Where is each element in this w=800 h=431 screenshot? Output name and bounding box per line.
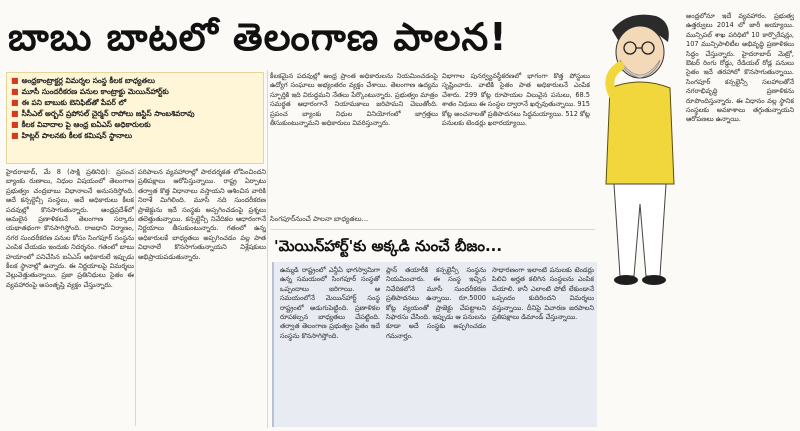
bullet-icon: ■: [11, 109, 19, 118]
column-divider: [135, 168, 136, 426]
highlight-item: ■ సీసీఎల్ అర్బన్ ప్రపోసల్ చైర్మన్ రాపోలు జస్టిస్ సాంబశివరావు: [11, 109, 195, 118]
highlights-box: [6, 72, 264, 164]
highlight-item: ■ కీలక వివాదాల పై ఆంధ్ర ఐఏఎస్ అధికారులకు: [11, 120, 151, 129]
sidebar-column-2: ప్లాన్ తయారీకి కన్సల్టెన్సీ సంస్థను నియమించారు. ఈ సంస్థ ఇచ్చిన నివేదికలోనే మూసీ సుందరీకరణ ప్రతిపాదనలు ఉన్నాయి. రూ.5000 కోట్ల వ్యయంతో ప్రాజెక్టు చేపట్టాలని సిఫారసు చేసింది. ఇప్పుడు ఆ పనులను కూడా అదే సంస్థకు అప్పగించడం గమనార్హం.: [386, 266, 486, 340]
bullet-icon: ■: [11, 87, 19, 96]
bullet-icon: ■: [11, 76, 19, 85]
politician-caricature: [598, 8, 682, 300]
article-column-1: హైదరాబాద్, మే 8 (సాక్షి ప్రతినిధి): ప్రపంచ బ్యాంకు రుణాలు, నిధుల విషయంలో తెలంగాణ ప్రభుత్వం చంద్రబాబు విధానాలనే అనుసరిస్తోంది. అదే కన్సల్టెన్సీ సంస్థలు, అదే అధికారులు కీలక పదవుల్లో కొనసాగుతున్నారు. ఆంధ్రప్రదేశ్‌లో అమలైన ప్రణాళికలనే తెలంగాణ సర్కారు యథాతథంగా కొనసాగిస్తోంది. రాజధాని నిర్మాణం, నగర సుందరీకరణ పనుల కోసం సింగపూర్ సంస్థను ఎంపిక చేయడం ఇందుకు నిదర్శనం. గతంలో బాబు హయాంలో పనిచేసిన ఐఏఎస్ అధికారులే ఇప్పుడు కీలక స్థానాల్లో ఉన్నారు. ఈ నిర్ణయాలపై విమర్శలు వెల్లువెత్తుతున్నాయి. ప్రజా ప్రతినిధులు సైతం ఈ వ్యవహారంపై అసంతృప్తి వ్యక్తం చేస్తున్నారు.: [6, 168, 134, 289]
highlight-item: ■ అంధ్రకాంట్రాక్టర్ల విమర్శల సంస్థ కీలక బాధ్యతలు: [11, 76, 155, 85]
bullet-icon: ■: [11, 120, 19, 129]
subheadline: 'మెయిన్‌హార్ట్'కు అక్కడి నుంచే బీజం...: [274, 237, 503, 255]
photo-caption: సింగపూర్‌నుంచే పాలనా బాధ్యతలు...: [270, 215, 369, 223]
sidebar-column-3: సాధారణంగా ఇలాంటి పనులకు టెండర్లు పిలిచి అర్హత కలిగిన సంస్థలను ఎంపిక చేయాలి. కానీ ఎలాంటి పోటీ లేకుండానే ఒప్పందం కుదిరిందని విమర్శలు వస్తున్నాయి. దీనిపై విచారణ జరపాలని ప్రతిపక్షాలు డిమాండ్ చేస్తున్నాయి.: [492, 266, 594, 322]
highlight-item: ■ మూసీ సుందరీకరణ పనుల కాంట్రాక్టు మెయిన్‌హార్ట్‌కు: [11, 87, 169, 96]
sidebar-box: [272, 262, 597, 427]
bullet-icon: ■: [11, 98, 19, 107]
highlight-item: ■ ఈ పని బాబుకు బెనిఫిట్‌తో పేపర్ లో: [11, 98, 127, 107]
article-column-5: అంధ్రలోనూ ఇదే వ్యవహారం. ప్రభుత్వ ఉత్తర్వులు 2014 లో జారీ అయ్యాయి. మున్సిపల్ శాఖ పరిధిలో 10 కార్పొరేషన్లు, 107 మున్సిపాలిటీల అభివృద్ధి ప్రణాళికలు సిద్ధం చేస్తున్నారు. హైదరాబాద్ మెట్రో, ఔటర్ రింగు రోడ్డు, రేడియల్ రోడ్ల పనులు సైతం ఇదే తరహాలో కొనసాగుతున్నాయి. సింగపూర్ కన్సల్టెన్సీ సలహాలతోనే నగరాభివృద్ధి ప్రణాళికను రూపొందిస్తున్నారు. ఈ విధానం వల్ల స్థానిక సంస్థలకు అవకాశాలు తగ్గుతున్నాయని ఆరోపణలు ఉన్నాయి.: [686, 12, 794, 124]
sidebar-column-1: ఉమ్మడి రాష్ట్రంలో ఎన్డీఏ భాగస్వామిగా ఉన్న సమయంలో సింగపూర్ సంస్థతో ఒప్పందాలు జరిగాయి. ఆ సమయంలోనే మెయిన్‌హార్ట్ సంస్థ రాష్ట్రంలో అడుగుపెట్టింది. ప్రణాళికల రూపకల్పన బాధ్యతలు చేపట్టింది. తర్వాత తెలంగాణ ప్రభుత్వం సైతం ఇదే సంస్థను కొనసాగిస్తోంది.: [280, 266, 380, 340]
article-column-4: విభాగాల పునర్వ్యవస్థీకరణలో భాగంగా కొత్త పోస్టులు సృష్టించారు. వాటికి సైతం పాత అధికారులనే ఎంపిక చేశారు. 299 కోట్ల రూపాయల విలువైన పనులు, 68.5 శాతం నిధులు ఈ సంస్థల ద్వారానే ఖర్చవుతున్నాయి. 915 కోట్ల అంచనాలతో ప్రతిపాదనలు సిద్ధమయ్యాయి. 512 కోట్ల పనులకు టెండర్లు ఖరారయ్యాయి.: [442, 72, 590, 128]
column-divider: [267, 70, 268, 428]
article-column-2: పరిపాలన వ్యవహారాల్లో పారదర్శకత లోపించిందని ప్రతిపక్షాలు ఆరోపిస్తున్నాయి. రాష్ట్ర ఏర్పాటు తర్వాత కొత్త విధానాలు వస్తాయని ఆశించిన వారికి నిరాశే మిగిలింది. మూసీ నది సుందరీకరణ ప్రాజెక్టును ఇదే సంస్థకు అప్పగించడంపై ప్రశ్నలు తలెత్తుతున్నాయి. కన్సల్టెన్సీ నివేదికల ఆధారంగానే నిర్ణయాలు తీసుకుంటున్నారు. గతంలో ఉన్న అధికారులకే బాధ్యతలు అప్పగించడం వల్ల పాత విధానాలే కొనసాగుతున్నాయని విశ్లేషకులు అభిప్రాయపడుతున్నారు.: [138, 168, 266, 261]
headline: బాబు బాటలో తెలంగాణ పాలన!: [8, 15, 508, 59]
highlight-item: ■ హిట్లర్ పాలనకు కీలక కమిషన్ స్థానాలు: [11, 131, 132, 140]
bullet-icon: ■: [11, 131, 19, 140]
section-divider: [270, 229, 595, 230]
article-column-3: కీలకమైన పదవుల్లో ఆంధ్ర ప్రాంత అధికారులను నియమించడంపై ఉద్యోగ సంఘాలు అభ్యంతరం వ్యక్తం చేశాయి. తెలంగాణ ఉద్యమ స్ఫూర్తికి ఇది విరుద్ధమని నేతలు పేర్కొంటున్నారు. ప్రభుత్వం మాత్రం సమర్థత ఆధారంగానే నియామకాలు జరిపామని చెబుతోంది. ప్రపంచ బ్యాంకు నిధుల వినియోగంలో జాగ్రత్తలు తీసుకుంటున్నామని అధికారులు వివరిస్తున్నారు.: [270, 72, 438, 128]
